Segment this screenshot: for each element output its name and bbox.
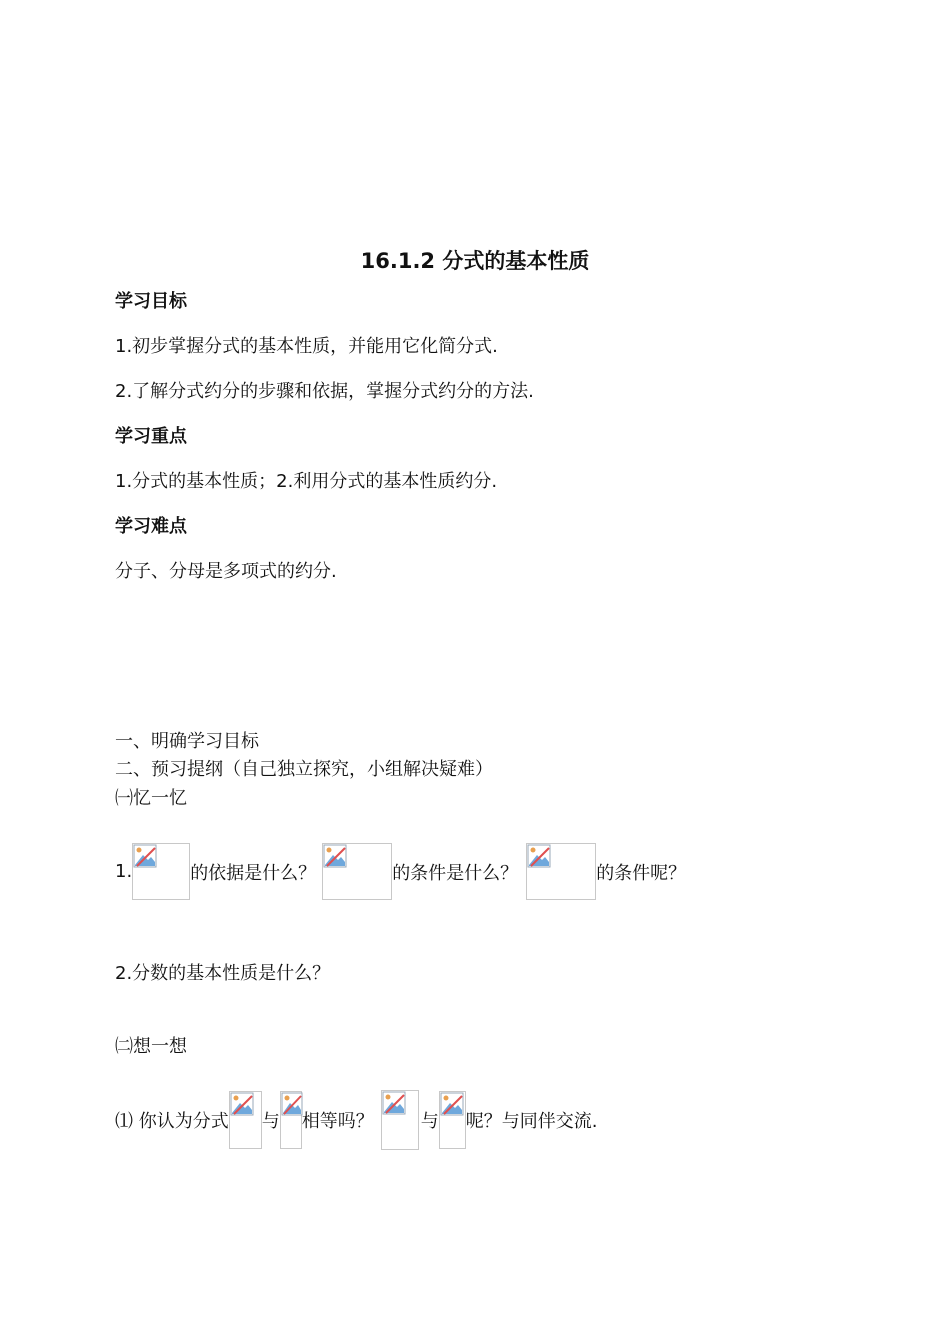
- q3-equal: 相等吗？: [301, 1111, 374, 1132]
- broken-image-icon: [381, 1090, 419, 1150]
- goals-heading: 学习目标: [115, 291, 187, 312]
- focus-heading: 学习重点: [115, 426, 187, 447]
- q1-part-b: 的条件是什么？: [392, 862, 519, 884]
- broken-image-icon: [280, 1091, 302, 1149]
- goal-2: 2.了解分式约分的步骤和依据，掌握分式约分的方法.: [115, 381, 534, 402]
- broken-image-icon: [322, 843, 392, 900]
- page-title: 16.1.2 分式的基本性质: [360, 249, 590, 273]
- broken-image-icon: [229, 1091, 262, 1149]
- q3-prefix: ⑴ 你认为分式: [115, 1111, 229, 1132]
- q3-with-2: 与: [420, 1111, 439, 1132]
- difficulty-text: 分子、分母是多项式的约分.: [115, 561, 337, 582]
- question-2: 2.分数的基本性质是什么？: [115, 963, 331, 984]
- outline-item-2: 二、预习提纲（自己独立探究，小组解决疑难）: [115, 759, 493, 780]
- question-1-row: [115, 843, 686, 900]
- q3-with-1: 与: [261, 1111, 280, 1132]
- outline-item-1: 一、明确学习目标: [115, 731, 259, 752]
- recall-heading: ㈠忆一忆: [115, 788, 187, 809]
- q1-part-a: 的依据是什么？: [190, 862, 317, 884]
- broken-image-icon: [526, 843, 596, 900]
- q1-prefix: 1.: [115, 861, 133, 882]
- q3-end: 呢？与同伴交流.: [465, 1111, 598, 1132]
- broken-image-icon: [132, 843, 190, 900]
- think-heading: ㈡想一想: [115, 1036, 187, 1057]
- broken-image-icon: [439, 1091, 466, 1149]
- q1-part-c: 的条件呢？: [596, 862, 687, 884]
- goal-1: 1.初步掌握分式的基本性质，并能用它化简分式.: [115, 336, 498, 357]
- focus-text: 1.分式的基本性质；2.利用分式的基本性质约分.: [115, 471, 498, 492]
- difficulty-heading: 学习难点: [115, 516, 187, 537]
- question-3-row: [115, 1090, 597, 1150]
